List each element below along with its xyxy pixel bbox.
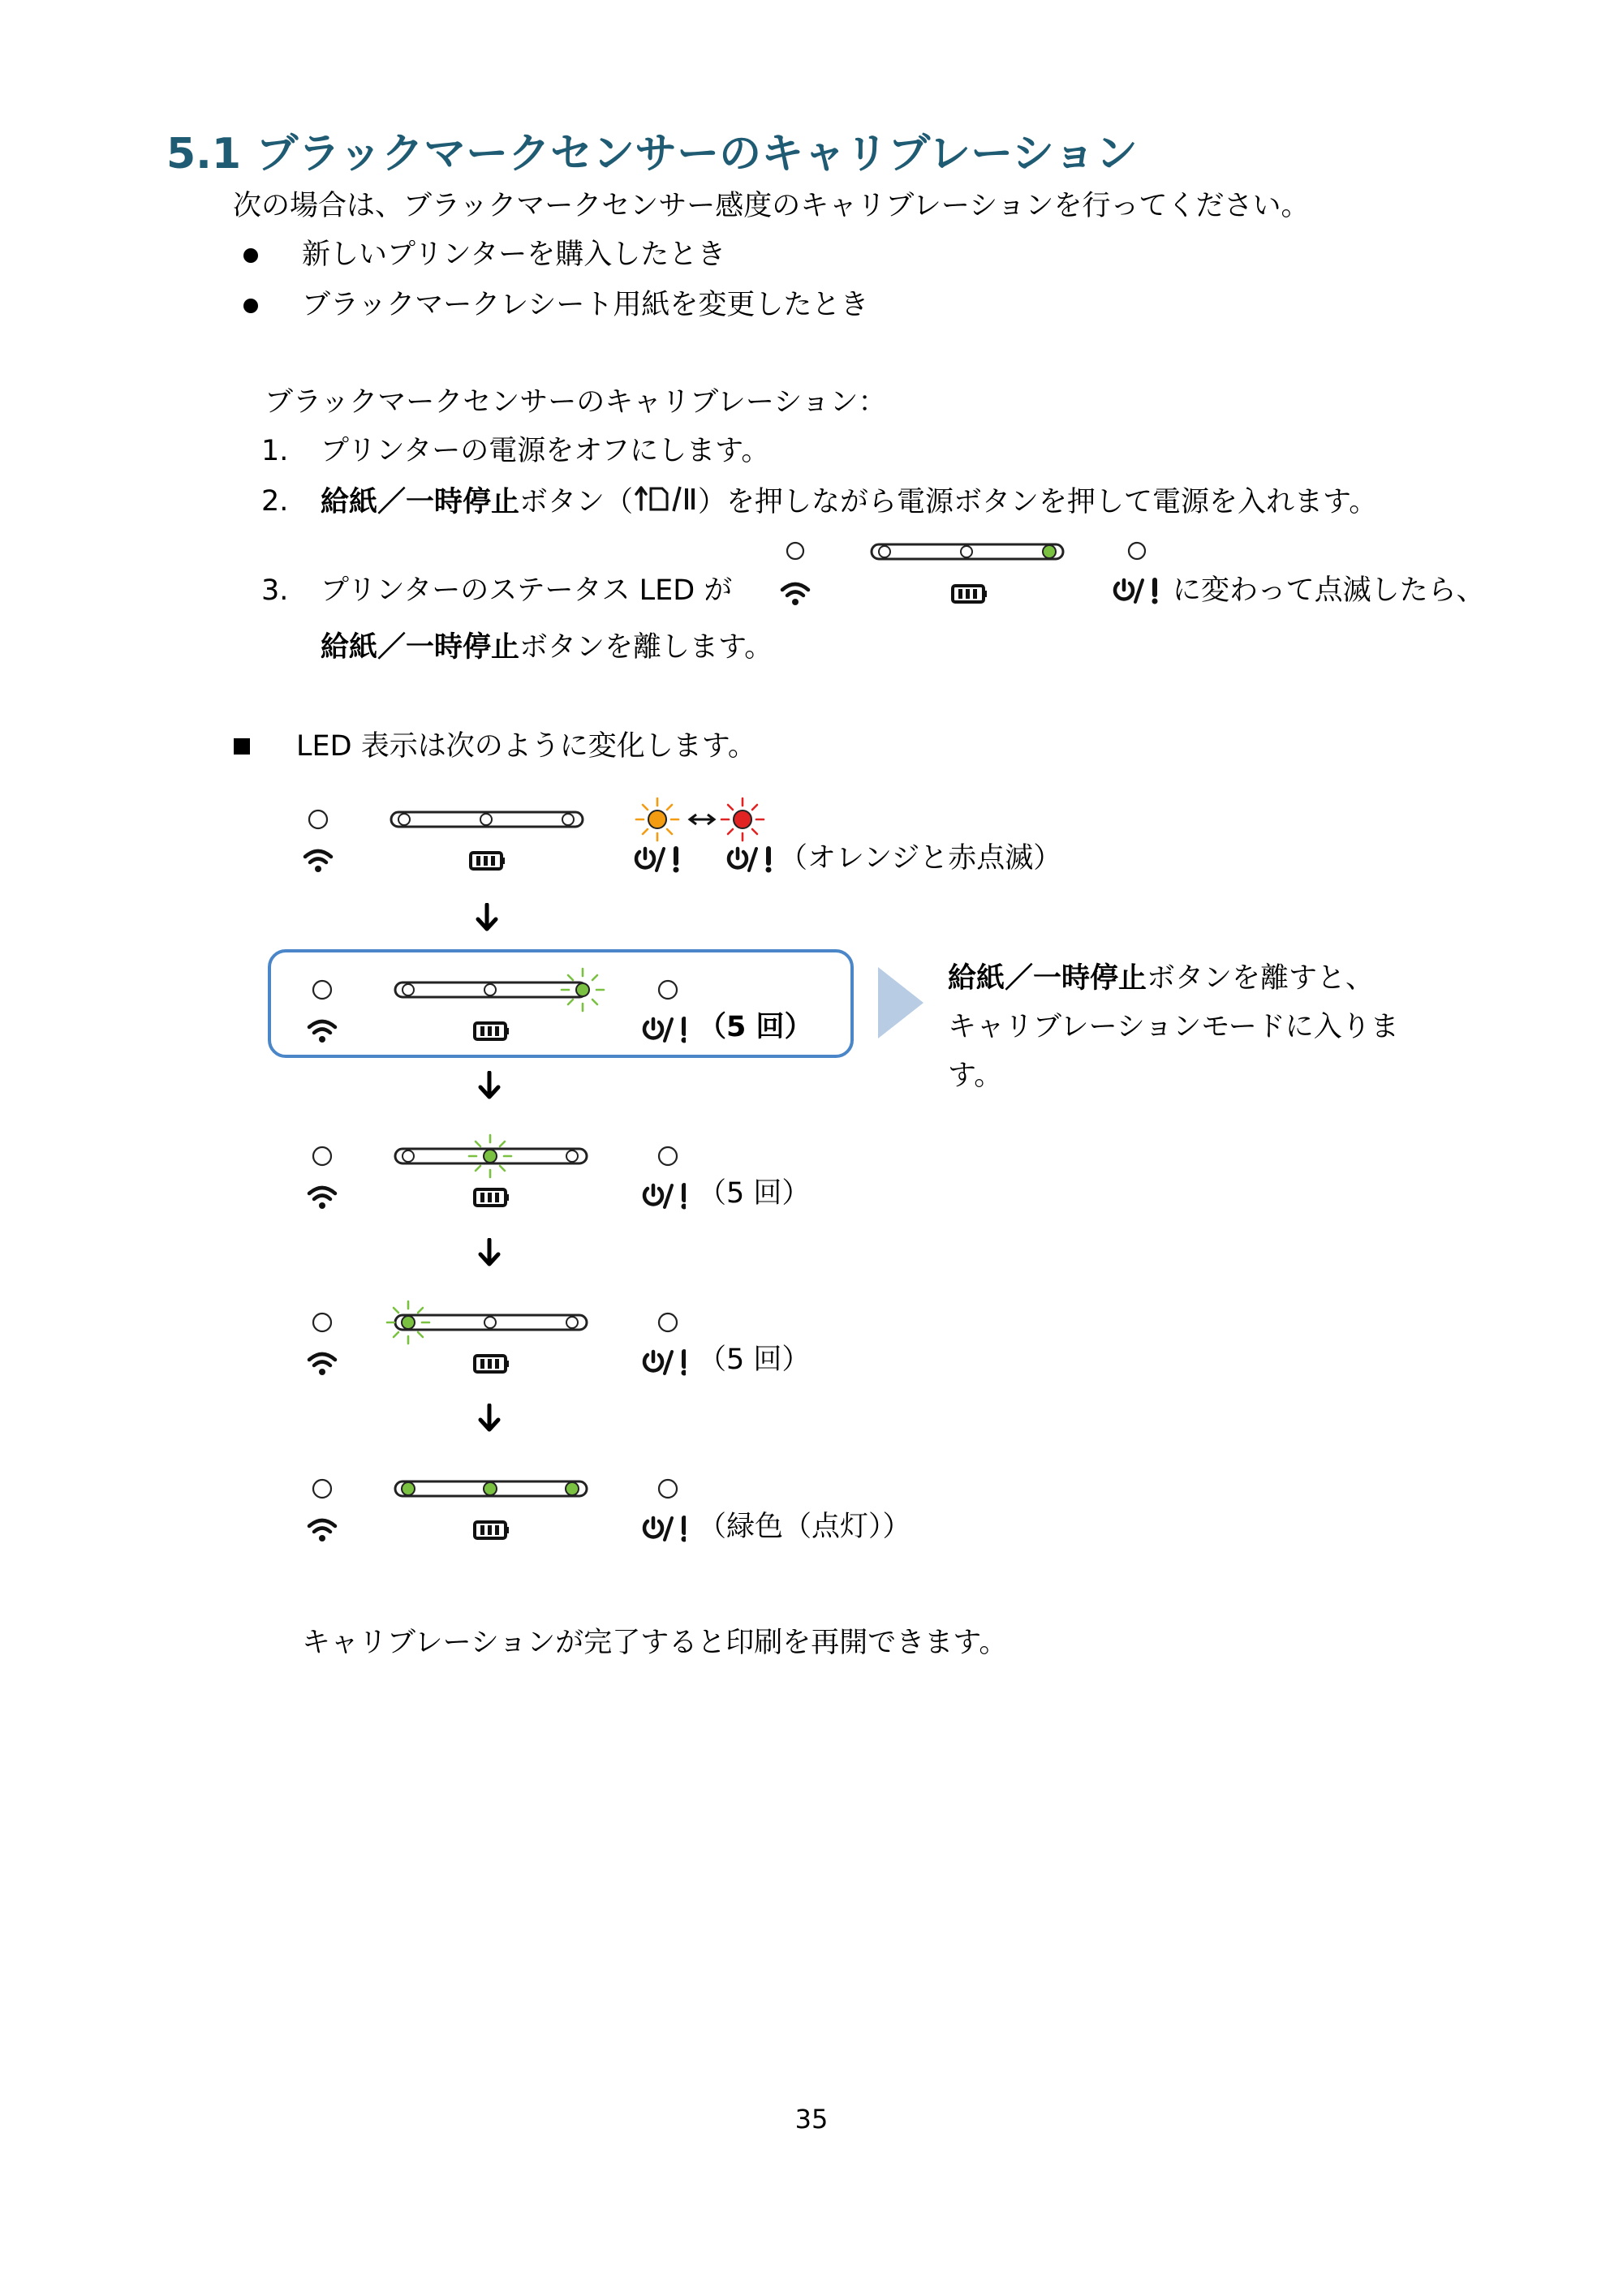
button-name: 給紙／一時停止 bbox=[321, 486, 520, 518]
led-state-label: （オレンジと赤点滅） bbox=[779, 842, 1062, 875]
bullet-dot-icon bbox=[243, 248, 258, 266]
paper-feed-icon bbox=[633, 484, 698, 523]
intro-text: 次の場合は、ブラックマークセンサー感度のキャリブレーションを行ってください。 bbox=[233, 190, 1310, 222]
step-text: プリンターの電源をオフにします。 bbox=[321, 435, 770, 467]
step-text: に変わって点滅したら、 bbox=[1173, 574, 1485, 607]
page-title: 5.1 ブラックマークセンサーのキャリブレーション bbox=[166, 130, 1139, 178]
step-text: 給紙／一時停止ボタンを離します。 bbox=[321, 631, 773, 664]
led-state-label: （5 回） bbox=[698, 1011, 813, 1043]
led-state-row bbox=[304, 965, 686, 1047]
section-heading: LED 表示は次のように変化します。 bbox=[296, 730, 756, 763]
bullet-item: 新しいプリンターを購入したとき bbox=[302, 239, 726, 271]
arrow-down-icon bbox=[475, 903, 499, 932]
callout-line: す。 bbox=[948, 1060, 1003, 1092]
led-state-label: （5 回） bbox=[698, 1177, 811, 1210]
led-state-row bbox=[304, 1298, 686, 1379]
step-number: 3. bbox=[261, 574, 289, 607]
arrow-down-icon bbox=[477, 1071, 502, 1100]
bullet-item: ブラックマークレシート用紙を変更したとき bbox=[302, 289, 869, 321]
led-state-row bbox=[304, 1132, 686, 1213]
arrow-down-icon bbox=[477, 1238, 502, 1267]
arrow-down-icon bbox=[477, 1404, 502, 1433]
power-error-icon bbox=[1110, 578, 1164, 605]
led-state-row bbox=[300, 795, 812, 876]
led-state-label: （緑色（点灯）） bbox=[698, 1511, 911, 1543]
step-text: 給紙／一時停止ボタン（ ）を押しながら電源ボタンを押して電源を入れます。 bbox=[321, 484, 1377, 523]
bullet-dot-icon bbox=[243, 299, 258, 316]
step-text: プリンターのステータス LED が bbox=[321, 574, 733, 607]
page-number: 35 bbox=[794, 2104, 829, 2135]
button-name: 給紙／一時停止 bbox=[321, 631, 520, 664]
callout-line: 給紙／一時停止ボタンを離すと、 bbox=[948, 962, 1375, 995]
procedure-heading: ブラックマークセンサーのキャリブレーション： bbox=[265, 386, 887, 419]
completion-note: キャリブレーションが完了すると印刷を再開できます。 bbox=[302, 1627, 1008, 1659]
step-number: 2. bbox=[261, 485, 289, 518]
callout-arrow-icon bbox=[876, 965, 925, 1040]
status-led-panel bbox=[771, 538, 1152, 609]
led-state-row bbox=[304, 1464, 686, 1546]
led-state-label: （5 回） bbox=[698, 1344, 811, 1376]
callout-line: キャリブレーションモードに入りま bbox=[948, 1011, 1399, 1043]
square-bullet-icon bbox=[234, 738, 250, 758]
step-number: 1. bbox=[261, 435, 289, 467]
